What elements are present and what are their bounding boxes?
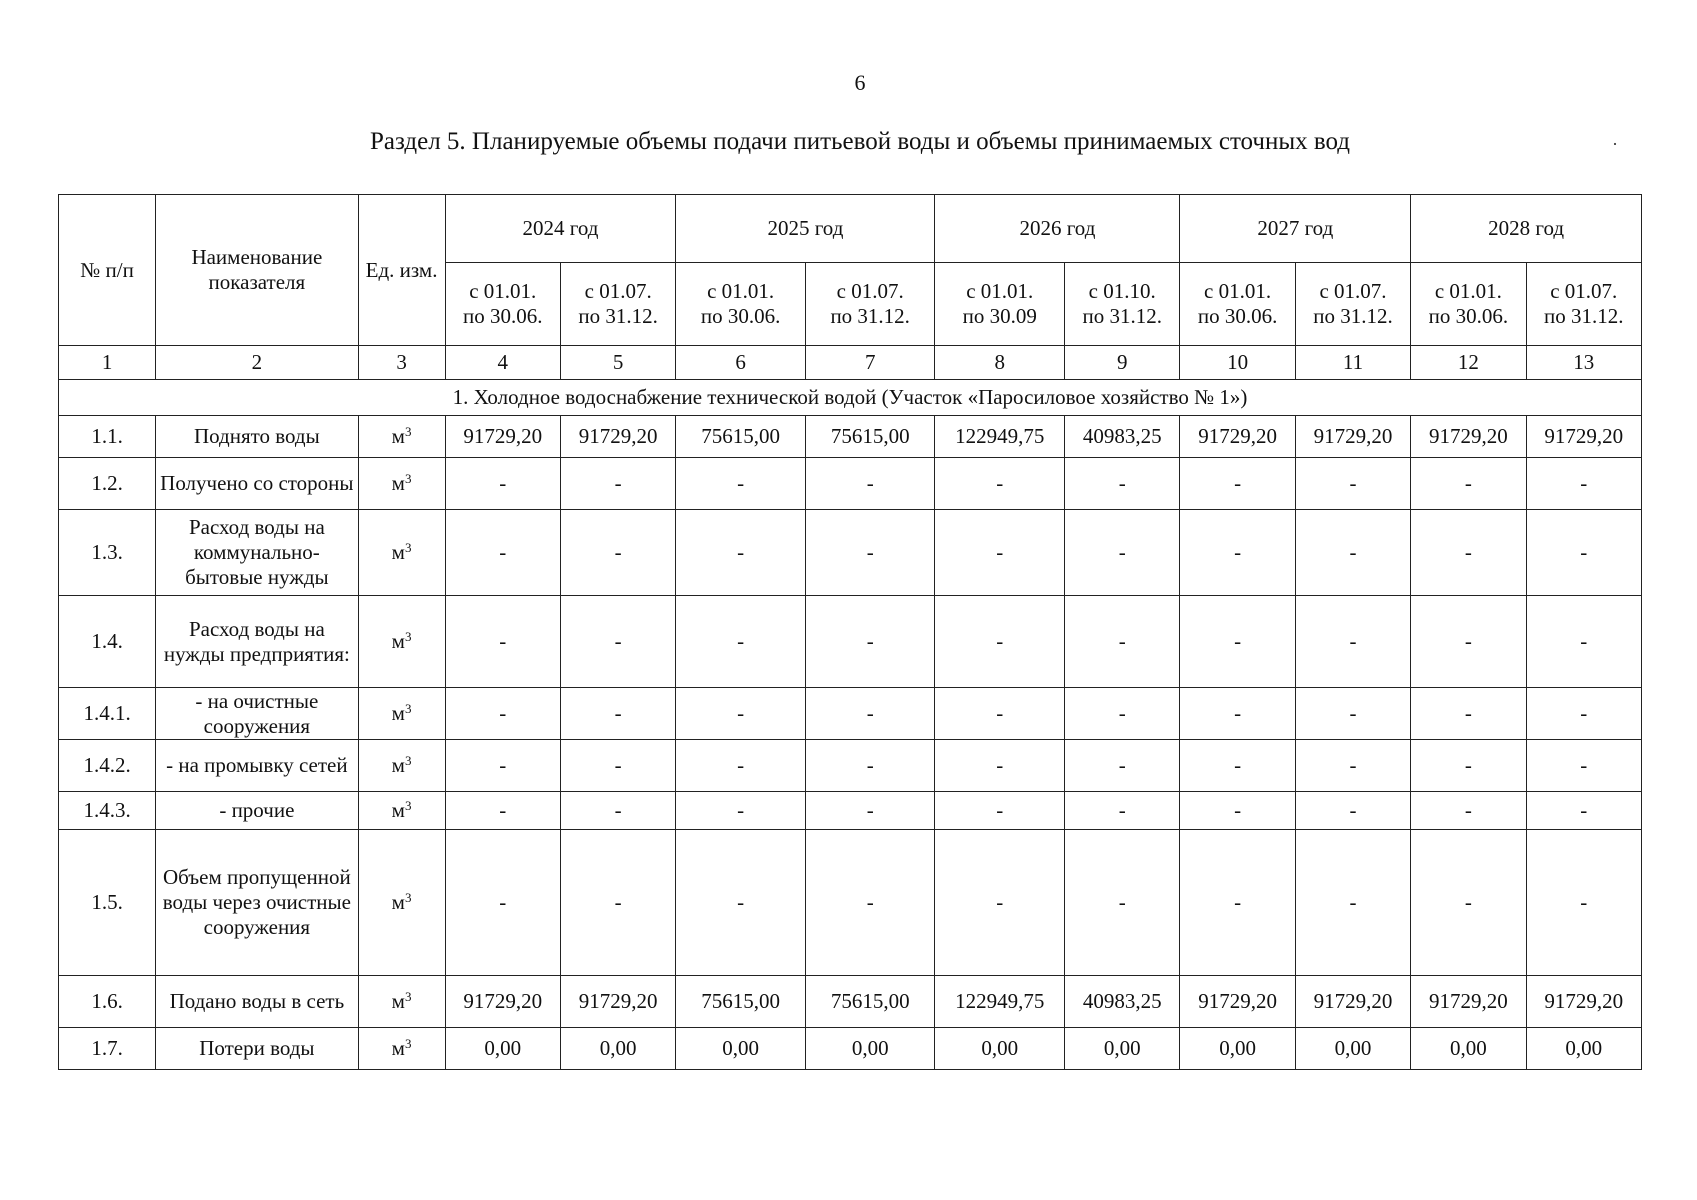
value-cell: - (1295, 830, 1410, 976)
column-number: 12 (1411, 346, 1526, 380)
table-row (59, 792, 1642, 830)
row-unit (358, 688, 445, 740)
unit-exponent: 3 (404, 629, 412, 645)
value-cell: 0,00 (445, 1028, 560, 1070)
header-period (935, 263, 1065, 346)
value-cell: 0,00 (1295, 1028, 1410, 1070)
value-cell: 91729,20 (560, 976, 675, 1028)
header-period (445, 263, 560, 346)
value-cell: - (1526, 830, 1641, 976)
row-name: - на очистные сооружения (156, 688, 358, 740)
value-cell: - (676, 792, 806, 830)
row-unit (358, 596, 445, 688)
row-number: 1.3. (59, 510, 156, 596)
page-number: 6 (854, 70, 866, 95)
header-unit: Ед. изм. (358, 195, 445, 346)
value-cell: - (1411, 510, 1526, 596)
period-to: по 30.06. (463, 304, 543, 328)
period-from: с 01.07. (1319, 279, 1387, 304)
unit-exponent: 3 (404, 471, 412, 487)
period-to: по 31.12. (1313, 304, 1393, 328)
row-name: Подано воды в сеть (156, 976, 358, 1028)
header-year: 2025 год (676, 195, 935, 263)
value-cell: - (445, 688, 560, 740)
value-cell: - (1180, 596, 1295, 688)
value-cell: - (676, 830, 806, 976)
value-cell: 75615,00 (805, 976, 935, 1028)
value-cell: - (935, 792, 1065, 830)
unit-base: м (391, 471, 405, 496)
value-cell: - (935, 830, 1065, 976)
value-cell: - (1180, 740, 1295, 792)
row-unit (358, 830, 445, 976)
value-cell: 0,00 (1065, 1028, 1180, 1070)
value-cell: - (805, 510, 935, 596)
value-cell: 91729,20 (560, 416, 675, 458)
row-name: Расход воды на коммунально-бытовые нужды (156, 510, 358, 596)
value-cell: - (1065, 510, 1180, 596)
value-cell: - (1065, 458, 1180, 510)
value-cell: - (1180, 792, 1295, 830)
unit-base: м (391, 989, 405, 1014)
value-cell: - (1180, 458, 1295, 510)
value-cell: - (1526, 458, 1641, 510)
unit-base: м (391, 890, 405, 915)
value-cell: 0,00 (935, 1028, 1065, 1070)
period-from: с 01.01. (469, 279, 537, 304)
row-name: Получено со стороны (156, 458, 358, 510)
period-to: по 30.06. (1197, 304, 1278, 328)
column-number: 9 (1065, 346, 1180, 380)
row-unit (358, 740, 445, 792)
row-number: 1.4.2. (59, 740, 156, 792)
value-cell: 91729,20 (1411, 976, 1526, 1028)
table-row (59, 510, 1642, 596)
value-cell: - (445, 458, 560, 510)
value-cell: - (1065, 830, 1180, 976)
value-cell: - (1295, 688, 1410, 740)
value-cell: - (1295, 792, 1410, 830)
table-row (59, 688, 1642, 740)
value-cell: - (1411, 830, 1526, 976)
value-cell: - (805, 792, 935, 830)
column-number: 8 (935, 346, 1065, 380)
value-cell: - (1411, 596, 1526, 688)
header-period (1180, 263, 1295, 346)
value-cell: - (1411, 458, 1526, 510)
header-period (1065, 263, 1180, 346)
value-cell: - (1180, 830, 1295, 976)
value-cell: - (1526, 596, 1641, 688)
unit-base: м (391, 424, 405, 449)
unit-exponent: 3 (404, 890, 412, 906)
period-from: с 01.01. (1204, 279, 1272, 304)
scan-speck: · (1612, 134, 1618, 154)
value-cell: - (1295, 458, 1410, 510)
value-cell: - (1065, 688, 1180, 740)
header-year: 2027 год (1180, 195, 1411, 263)
period-from: с 01.10. (1088, 279, 1156, 304)
unit-exponent: 3 (404, 1036, 412, 1052)
value-cell: 91729,20 (1411, 416, 1526, 458)
unit-base: м (391, 753, 405, 778)
value-cell: - (1526, 792, 1641, 830)
column-number: 7 (805, 346, 935, 380)
period-to: по 30.06. (700, 304, 781, 328)
value-cell: 75615,00 (676, 416, 806, 458)
row-number: 1.4.1. (59, 688, 156, 740)
row-name: - на промывку сетей (156, 740, 358, 792)
value-cell: 91729,20 (1526, 976, 1641, 1028)
value-cell: 0,00 (805, 1028, 935, 1070)
value-cell: - (1295, 596, 1410, 688)
value-cell: - (676, 740, 806, 792)
row-name: Расход воды на нужды предприятия: (156, 596, 358, 688)
table-row (59, 458, 1642, 510)
value-cell: - (805, 596, 935, 688)
value-cell: 122949,75 (935, 416, 1065, 458)
row-name: Поднято воды (156, 416, 358, 458)
value-cell: - (560, 740, 675, 792)
value-cell: - (1180, 688, 1295, 740)
value-cell: - (1295, 510, 1410, 596)
header-period (1526, 263, 1641, 346)
value-cell: - (560, 458, 675, 510)
row-number: 1.7. (59, 1028, 156, 1070)
value-cell: 91729,20 (1526, 416, 1641, 458)
period-to: по 30.09 (962, 304, 1037, 328)
value-cell: 0,00 (1411, 1028, 1526, 1070)
row-unit (358, 510, 445, 596)
column-number: 3 (358, 346, 445, 380)
period-to: по 30.06. (1428, 304, 1509, 328)
value-cell: - (560, 688, 675, 740)
value-cell: - (676, 458, 806, 510)
row-unit (358, 1028, 445, 1070)
unit-exponent: 3 (404, 989, 412, 1005)
table-row (59, 976, 1642, 1028)
value-cell: - (805, 830, 935, 976)
value-cell: - (445, 740, 560, 792)
table-row (59, 740, 1642, 792)
value-cell: - (1065, 596, 1180, 688)
table-row (59, 596, 1642, 688)
value-cell: - (1065, 740, 1180, 792)
header-period (1295, 263, 1410, 346)
period-from: с 01.01. (707, 279, 775, 304)
value-cell: - (560, 792, 675, 830)
period-from: с 01.01. (1434, 279, 1502, 304)
section-title: Раздел 5. Планируемые объемы подачи питьевой воды и объемы принимаемых сточных вод (369, 128, 1351, 155)
value-cell: - (935, 510, 1065, 596)
unit-exponent: 3 (404, 798, 412, 814)
value-cell: - (1411, 740, 1526, 792)
value-cell: - (805, 688, 935, 740)
column-number: 2 (156, 346, 358, 380)
row-unit (358, 458, 445, 510)
row-number: 1.1. (59, 416, 156, 458)
value-cell: - (676, 688, 806, 740)
value-cell: 122949,75 (935, 976, 1065, 1028)
unit-exponent: 3 (404, 540, 412, 556)
value-cell: 0,00 (1180, 1028, 1295, 1070)
row-number: 1.6. (59, 976, 156, 1028)
value-cell: 91729,20 (445, 416, 560, 458)
value-cell: - (1411, 792, 1526, 830)
header-year: 2026 год (935, 195, 1180, 263)
value-cell: 0,00 (560, 1028, 675, 1070)
period-to: по 31.12. (1544, 304, 1624, 328)
value-cell: 91729,20 (1295, 416, 1410, 458)
value-cell: 75615,00 (805, 416, 935, 458)
row-unit (358, 976, 445, 1028)
row-name: Объем пропущенной воды через очистные сооружения (156, 830, 358, 976)
row-number: 1.4.3. (59, 792, 156, 830)
row-name: Потери воды (156, 1028, 358, 1070)
value-cell: - (445, 792, 560, 830)
header-year: 2024 год (445, 195, 676, 263)
value-cell: - (445, 510, 560, 596)
value-cell: - (935, 740, 1065, 792)
period-from: с 01.01. (966, 279, 1034, 304)
row-number: 1.2. (59, 458, 156, 510)
table-row (59, 830, 1642, 976)
row-number: 1.5. (59, 830, 156, 976)
value-cell: - (445, 830, 560, 976)
value-cell: - (1526, 510, 1641, 596)
row-unit (358, 792, 445, 830)
value-cell: - (805, 740, 935, 792)
header-period (676, 263, 806, 346)
period-from: с 01.07. (1550, 279, 1618, 304)
value-cell: 91729,20 (1295, 976, 1410, 1028)
value-cell: - (1526, 740, 1641, 792)
value-cell: - (1295, 740, 1410, 792)
column-number: 6 (676, 346, 806, 380)
column-number: 13 (1526, 346, 1641, 380)
header-period (560, 263, 675, 346)
header-period (1411, 263, 1526, 346)
value-cell: - (935, 688, 1065, 740)
unit-exponent: 3 (404, 753, 412, 769)
unit-base: м (391, 701, 405, 726)
row-number: 1.4. (59, 596, 156, 688)
value-cell: - (805, 458, 935, 510)
value-cell: - (676, 510, 806, 596)
value-cell: - (935, 458, 1065, 510)
column-number: 11 (1295, 346, 1410, 380)
table-row (59, 416, 1642, 458)
value-cell: 91729,20 (1180, 416, 1295, 458)
water-volume-table (58, 194, 1642, 1070)
period-to: по 31.12. (578, 304, 658, 328)
value-cell: 91729,20 (1180, 976, 1295, 1028)
value-cell: - (560, 510, 675, 596)
period-from: с 01.07. (836, 279, 904, 304)
value-cell: - (1411, 688, 1526, 740)
period-to: по 31.12. (830, 304, 910, 328)
table-row (59, 1028, 1642, 1070)
value-cell: 91729,20 (445, 976, 560, 1028)
header-num: № п/п (59, 195, 156, 346)
value-cell: 0,00 (676, 1028, 806, 1070)
row-unit (358, 416, 445, 458)
value-cell: 75615,00 (676, 976, 806, 1028)
section-row-title: 1. Холодное водоснабжение технической водой (Участок «Паросиловое хозяйство № 1») (59, 380, 1642, 416)
value-cell: - (445, 596, 560, 688)
unit-exponent: 3 (404, 701, 412, 717)
unit-exponent: 3 (404, 424, 412, 440)
column-number: 10 (1180, 346, 1295, 380)
value-cell: - (935, 596, 1065, 688)
period-to: по 31.12. (1082, 304, 1162, 328)
value-cell: - (1180, 510, 1295, 596)
unit-base: м (391, 540, 405, 565)
unit-base: м (391, 798, 405, 823)
unit-base: м (391, 1036, 405, 1061)
header-year: 2028 год (1411, 195, 1642, 263)
period-from: с 01.07. (584, 279, 652, 304)
column-number: 1 (59, 346, 156, 380)
header-period (805, 263, 935, 346)
value-cell: - (676, 596, 806, 688)
value-cell: - (560, 830, 675, 976)
value-cell: - (560, 596, 675, 688)
column-number: 5 (560, 346, 675, 380)
header-name: Наименование показателя (156, 195, 358, 346)
value-cell: 0,00 (1526, 1028, 1641, 1070)
column-number: 4 (445, 346, 560, 380)
value-cell: 40983,25 (1065, 976, 1180, 1028)
row-name: - прочие (156, 792, 358, 830)
unit-base: м (391, 629, 405, 654)
value-cell: 40983,25 (1065, 416, 1180, 458)
value-cell: - (1526, 688, 1641, 740)
value-cell: - (1065, 792, 1180, 830)
